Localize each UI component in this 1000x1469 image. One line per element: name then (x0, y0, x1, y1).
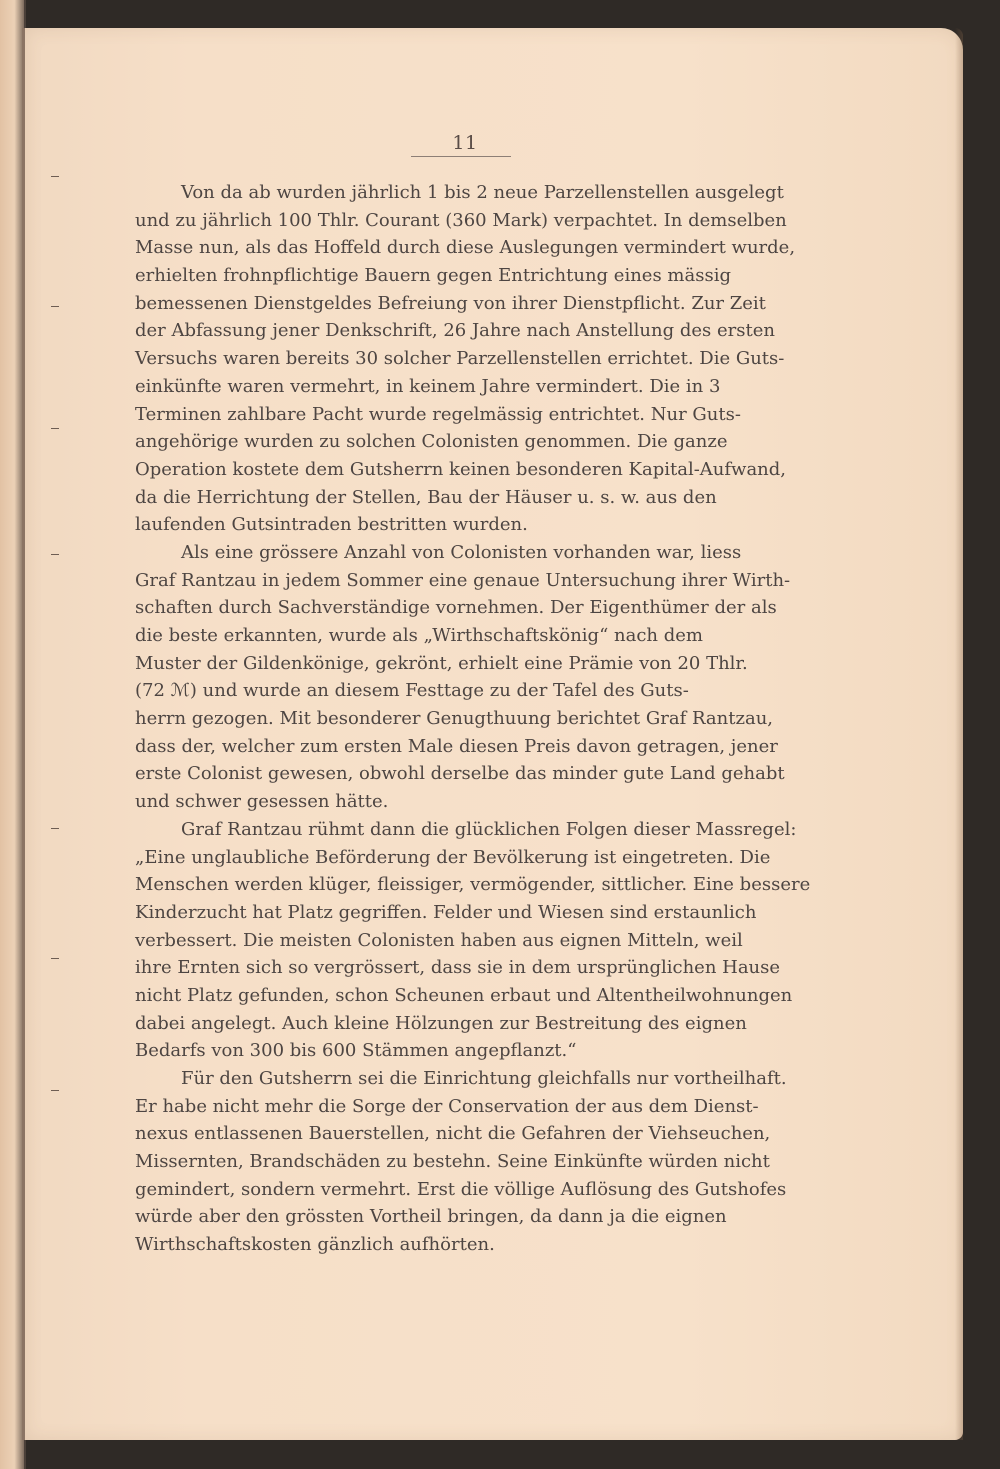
text-line: Kinderzucht hat Platz gegriffen. Felder und Wiesen sind erstaunlich (135, 901, 757, 923)
margin-tick (51, 176, 59, 177)
text-line: Operation kostete dem Gutsherrn keinen besonderen Kapital-Aufwand, (135, 458, 787, 480)
text-line: Von da ab wurden jährlich 1 bis 2 neue Parzellenstellen ausgelegt (181, 182, 784, 203)
margin-tick (51, 958, 59, 959)
text-line: angehörige wurden zu solchen Colonisten genommen. Die ganze (135, 431, 728, 453)
text-line: der Abfassung jener Denkschrift, 26 Jahre nach Anstellung des ersten (135, 320, 775, 342)
text-line: (72 ℳ) und wurde an diesem Festtage zu der Tafel des Guts- (135, 680, 689, 702)
text-line: da die Herrichtung der Stellen, Bau der Häuser u. s. w. aus den (135, 486, 717, 508)
text-line: Als eine grössere Anzahl von Colonisten vorhanden war, liess (181, 541, 742, 563)
text-line: und zu jährlich 100 Thlr. Courant (360 Mark) verpachtet. In demselben (135, 209, 787, 231)
text-line: und schwer gesessen hätte. (135, 791, 389, 813)
text-line: ihre Ernten sich so vergrössert, dass sie in dem ursprünglichen Hause (135, 957, 781, 979)
paragraph-3 (135, 816, 813, 1065)
text-line: Bedarfs von 300 bis 600 Stämmen angepflanzt.“ (135, 1040, 577, 1062)
body-text (135, 179, 813, 1259)
text-line: verbessert. Die meisten Colonisten haben aus eignen Mitteln, weil (135, 929, 743, 951)
paragraph-2 (135, 539, 813, 816)
text-line: gemindert, sondern vermehrt. Erst die völlige Auflösung des Gutshofes (135, 1178, 787, 1200)
text-line: Muster der Gildenkönige, gekrönt, erhielt eine Prämie von 20 Thlr. (135, 652, 748, 674)
book-page (22, 28, 963, 1440)
text-line: „Eine unglaubliche Beförderung der Bevölkerung ist eingetreten. Die (135, 846, 771, 868)
text-line: Wirthschaftskosten gänzlich aufhörten. (135, 1234, 495, 1256)
margin-tick (51, 428, 59, 429)
paragraph-4 (135, 1065, 813, 1259)
margin-tick (51, 306, 59, 307)
text-line: Terminen zahlbare Pacht wurde regelmässig entrichtet. Nur Guts- (135, 403, 741, 425)
page-number: 11 (452, 132, 478, 154)
margin-tick (51, 1090, 59, 1091)
text-line: nexus entlassenen Bauerstellen, nicht die Gefahren der Viehseuchen, (135, 1123, 771, 1145)
margin-tick (51, 828, 59, 829)
text-line: Er habe nicht mehr die Sorge der Conservation der aus dem Dienst- (135, 1095, 759, 1117)
text-line: Für den Gutsherrn sei die Einrichtung gleichfalls nur vortheilhaft. (181, 1068, 787, 1089)
text-line: herrn gezogen. Mit besonderer Genugthuung berichtet Graf Rantzau, (135, 708, 774, 730)
text-line: dass der, welcher zum ersten Male diesen Preis davon getragen, jener (135, 735, 778, 757)
text-line: Graf Rantzau rühmt dann die glücklichen Folgen dieser Massregel: (181, 818, 797, 840)
text-line: nicht Platz gefunden, schon Scheunen erbaut und Altentheilwohnungen (135, 984, 793, 1006)
text-line: Masse nun, als das Hoffeld durch diese Auslegungen vermindert wurde, (135, 237, 796, 259)
margin-tick (51, 554, 59, 555)
text-line: schaften durch Sachverständige vornehmen. Der Eigenthümer der als (135, 597, 777, 619)
text-line: laufenden Gutsintraden bestritten wurden. (135, 514, 528, 536)
page-number-rule (411, 156, 511, 157)
text-line: einkünfte waren vermehrt, in keinem Jahre vermindert. Die in 3 (135, 375, 721, 397)
text-line: Graf Rantzau in jedem Sommer eine genaue Untersuchung ihrer Wirth- (135, 569, 791, 591)
text-line: Missernten, Brandschäden zu bestehn. Seine Einkünfte würden nicht (135, 1151, 770, 1173)
paragraph-1 (135, 179, 813, 539)
text-line: dabei angelegt. Auch kleine Hölzungen zur Bestreitung des eignen (135, 1012, 747, 1034)
text-line: erste Colonist gewesen, obwohl derselbe das minder gute Land gehabt (135, 763, 785, 785)
text-line: erhielten frohnpflichtige Bauern gegen Entrichtung eines mässig (135, 265, 731, 287)
text-line: bemessenen Dienstgeldes Befreiung von ihrer Dienstpflicht. Zur Zeit (135, 292, 766, 314)
text-line: Menschen werden klüger, fleissiger, vermögender, sittlicher. Eine bessere (135, 874, 811, 896)
text-line: die beste erkannten, wurde als „Wirthschaftskönig“ nach dem (135, 625, 703, 646)
text-line: würde aber den grössten Vortheil bringen, da dann ja die eignen (135, 1206, 727, 1228)
text-line: Versuchs waren bereits 30 solcher Parzellenstellen errichtet. Die Guts- (135, 348, 785, 370)
